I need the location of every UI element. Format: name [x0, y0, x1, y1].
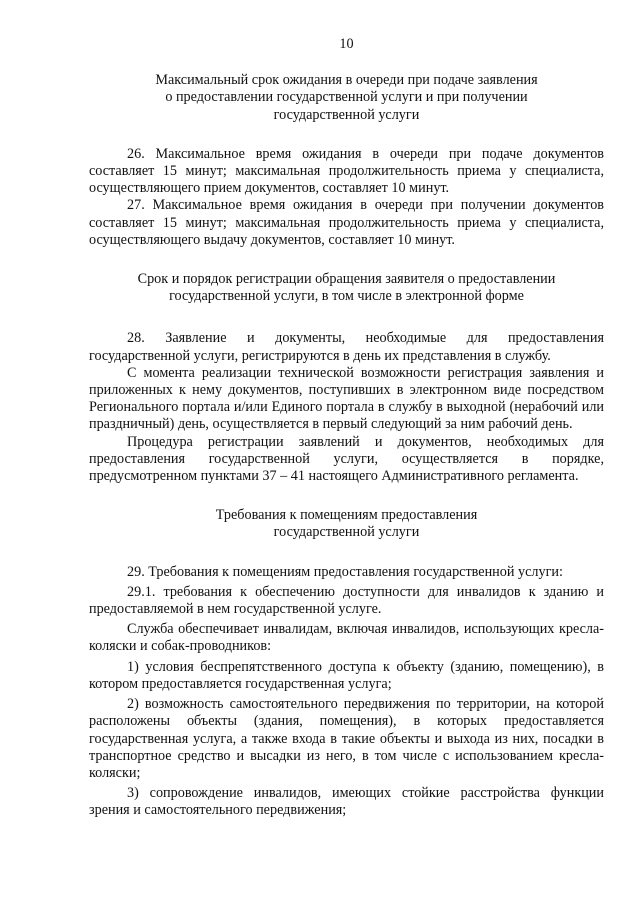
paragraph-29-1: 29.1. требования к обеспечению доступности для инвалидов к зданию и предоставляемой в нем государственной услуге. [89, 583, 604, 618]
paragraph-27: 27. Максимальное время ожидания в очереди при получении документов составляет 15 минут; максимальная продолжительность приема у специалиста, осуществляющего выдачу документов, составляет 10 минут. [89, 197, 604, 248]
heading-line: Максимальный срок ожидания в очереди при подаче заявления [155, 72, 538, 89]
heading-line: Срок и порядок регистрации обращения заявителя о предоставлении [137, 271, 556, 288]
list-item-1: 1) условия беспрепятственного доступа к объекту (зданию, помещению), в котором предоставляется государственная услуга; [89, 658, 604, 692]
list-item-3: 3) сопровождение инвалидов, имеющих стойкие расстройства функции зрения и самостоятельного передвижения; [89, 785, 604, 819]
section-heading-registration [89, 271, 604, 305]
heading-line: государственной услуги, в том числе в электронной форме [169, 288, 524, 305]
heading-line: государственной услуги [273, 106, 420, 123]
heading-line: о предоставлении государственной услуги и при получении [165, 89, 528, 106]
paragraph-registration-procedure: Процедура регистрации заявлений и документов, необходимых для предоставления государственной услуги, осуществляется в порядке, предусмотренном пунктами 37 – 41 настоящего Административного регламента. [89, 433, 604, 485]
heading-line: государственной услуги [273, 524, 420, 541]
section-heading-waiting-time [89, 72, 604, 124]
section-heading-premises [89, 507, 604, 541]
paragraph-26: 26. Максимальное время ожидания в очереди при подаче документов составляет 15 минут; максимальная продолжительность приема у специалиста, осуществляющего прием документов, составляет 10 минут. [89, 145, 604, 197]
heading-line: Требования к помещениям предоставления [215, 507, 478, 524]
list-item-2: 2) возможность самостоятельного передвижения по территории, на которой расположены объекты (здания, помещения), в которых предоставляется государственная услуга, а также входа в такие объекты и выхода из них, посадки в транспортное средство и высадки из него, в том числе с использованием кресла-коляски; [89, 696, 604, 781]
paragraph-service-provides: Служба обеспечивает инвалидам, включая инвалидов, использующих кресла-коляски и собак-проводников: [89, 621, 604, 655]
paragraph-29: 29. Требования к помещениям предоставления государственной услуги: [127, 563, 563, 580]
page-number: 10 [339, 36, 354, 52]
paragraph-electronic-registration: С момента реализации технической возможности регистрация заявления и приложенных к нему документов, поступивших в электронном виде посредством Регионального портала и/или Единого портала в службу в выходной (нерабочий или праздничный) день, осуществляется в первый следующий за ним рабочий день. [89, 364, 604, 433]
paragraph-28: 28. Заявление и документы, необходимые для предоставления государственной услуги, регистрируются в день их представления в службу. [89, 330, 604, 364]
